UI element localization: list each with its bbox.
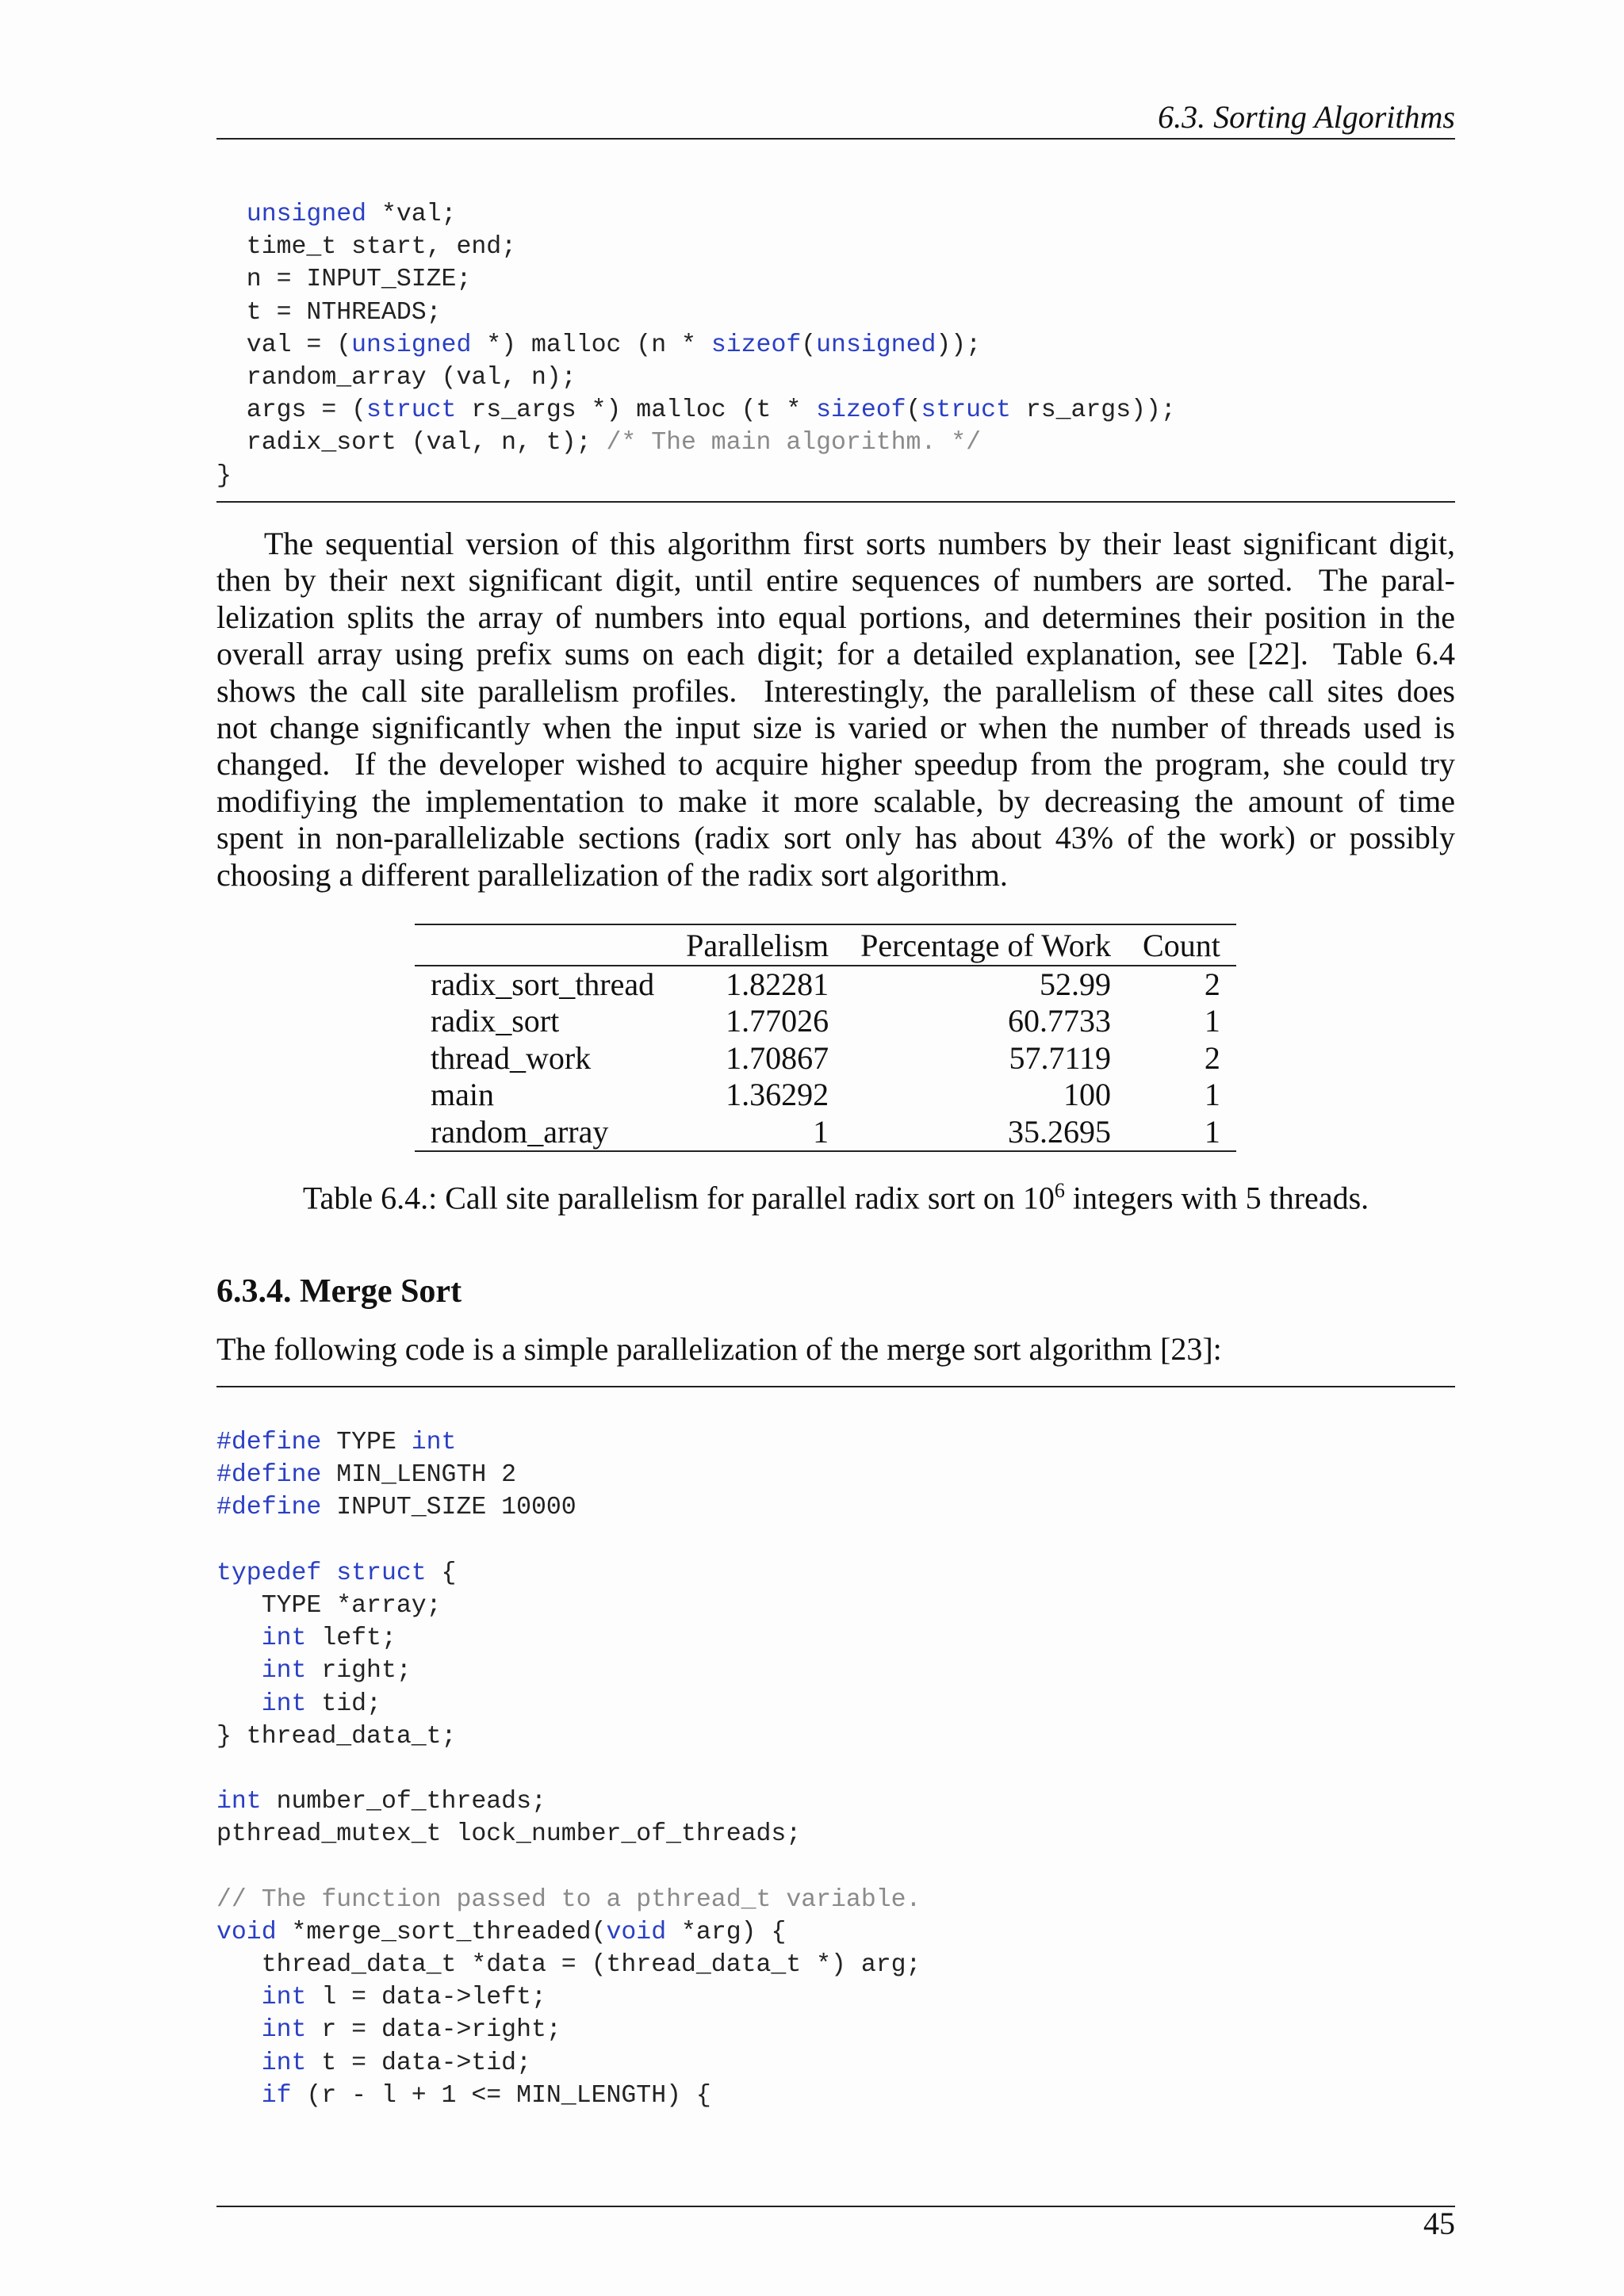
- paragraph-line: changed. If the developer wished to acquire higher speedup from the program, she could try: [216, 746, 1455, 783]
- function-name-cell: main: [431, 1077, 494, 1113]
- running-header: 6.3. Sorting Algorithms: [1158, 99, 1455, 135]
- code-text: random_array (val, n);: [216, 363, 576, 392]
- table-row: [415, 1114, 1236, 1151]
- code-keyword: #define: [216, 1461, 322, 1490]
- code-text: pthread_mutex_t lock_number_of_threads;: [216, 1820, 802, 1849]
- function-name-cell: radix_sort_thread: [431, 966, 655, 1002]
- code-text: val = (: [216, 331, 352, 359]
- code-keyword: struct: [366, 396, 457, 425]
- paragraph-line: then by their next significant digit, until entire sequences of numbers are sorted. The paral-: [216, 562, 1455, 599]
- code-text: rs_args *) malloc (t *: [456, 396, 817, 425]
- code-listing-radix-sort-main: [216, 198, 1455, 492]
- code-text: [216, 1657, 262, 1685]
- code-line: [216, 329, 1455, 362]
- code-text: [216, 201, 247, 228]
- table-cell: 1: [1204, 1003, 1220, 1039]
- paragraph-line: modifiying the implementation to make it more scalable, by decreasing the amount of time: [216, 783, 1455, 819]
- table-caption: [216, 1179, 1455, 1216]
- code-text: radix_sort (val, n, t);: [216, 429, 607, 457]
- code-line: [216, 263, 1455, 296]
- paragraph-line: lelization splits the array of numbers into equal portions, and determines their position in the: [216, 599, 1455, 635]
- table-cell: 1: [1204, 1077, 1220, 1113]
- table-cell: 1: [813, 1113, 829, 1150]
- code-keyword: int: [411, 1429, 457, 1456]
- code-keyword: unsigned: [351, 331, 472, 359]
- code-keyword: struct: [921, 396, 1011, 425]
- code-line: [216, 1590, 1455, 1622]
- code-line: [216, 1459, 1455, 1491]
- table-cell: 1.36292: [726, 1077, 829, 1113]
- code-line: [216, 394, 1455, 427]
- code-line: [216, 1655, 1455, 1687]
- page-number: 45: [1423, 2206, 1455, 2241]
- code-keyword: int: [216, 1788, 262, 1816]
- paragraph-line: overall array using prefix sums on each digit; for a detailed explanation, see [22]. Table 6.4: [216, 636, 1455, 672]
- paragraph-line: spent in non-parallelizable sections (radix sort only has about 43% of the work) or possibly: [216, 820, 1455, 856]
- code-keyword: unsigned: [246, 201, 367, 228]
- function-name-cell: random_array: [431, 1113, 609, 1150]
- code-text: r = data->right;: [306, 2016, 561, 2045]
- code-line: [216, 1818, 1455, 1850]
- code-line: [216, 427, 1455, 459]
- code-keyword: if: [261, 2081, 292, 2110]
- function-name-cell: thread_work: [431, 1039, 592, 1076]
- code-keyword: void: [606, 1918, 667, 1946]
- code-line: [216, 1622, 1455, 1655]
- table-row: [415, 966, 1236, 1003]
- code-line: [216, 1557, 1455, 1590]
- code-keyword: #define: [216, 1429, 322, 1456]
- code-comment: // The function passed to a pthread_t variable.: [216, 1885, 921, 1914]
- table-cell: 52.99: [1040, 966, 1112, 1002]
- table-header-cell: Percentage of Work: [845, 924, 1127, 966]
- code-text: rs_args));: [1010, 396, 1176, 425]
- code-text: time_t start, end;: [216, 233, 517, 262]
- section-heading: 6.3.4. Merge Sort: [216, 1273, 462, 1310]
- table-cell: 1.77026: [726, 1003, 829, 1039]
- code-line: [216, 2080, 1455, 2112]
- code-text: MIN_LENGTH 2: [321, 1461, 517, 1490]
- code-text: TYPE *array;: [216, 1591, 442, 1620]
- paragraph-line: choosing a different parallelization of the radix sort algorithm.: [216, 856, 1008, 893]
- parallelism-table: [415, 924, 1236, 1152]
- code-line: [216, 1850, 1455, 1883]
- code-text: (: [906, 396, 921, 425]
- code-top-rule: [216, 1386, 1455, 1387]
- code-keyword: typedef: [216, 1559, 322, 1587]
- document-page: [216, 0, 1455, 2296]
- code-text: l = data->left;: [306, 1984, 546, 2012]
- code-line: [216, 1753, 1455, 1785]
- function-name-cell: radix_sort: [431, 1003, 560, 1039]
- code-line: [216, 1785, 1455, 1818]
- code-text: (: [801, 331, 817, 359]
- footer-rule: [216, 2206, 1455, 2207]
- table-cell: 1: [1204, 1113, 1220, 1150]
- paragraph-line: The sequential version of this algorithm first sorts numbers by their least significant digit,: [216, 526, 1455, 561]
- code-keyword: void: [216, 1918, 277, 1946]
- code-text: [216, 1690, 262, 1718]
- table-row: [415, 1003, 1236, 1039]
- code-text: [216, 2049, 262, 2077]
- code-text: TYPE: [321, 1429, 412, 1456]
- code-text: *arg) {: [666, 1918, 787, 1946]
- code-keyword: sizeof: [816, 396, 906, 425]
- code-text: *merge_sort_threaded(: [276, 1918, 607, 1946]
- code-text: n = INPUT_SIZE;: [216, 266, 472, 294]
- table-cell: 1.82281: [726, 966, 829, 1002]
- code-line: [216, 1981, 1455, 2014]
- code-line: [216, 1916, 1455, 1949]
- table-cell: 1.70867: [726, 1039, 829, 1076]
- code-text: INPUT_SIZE 10000: [321, 1494, 576, 1522]
- code-line: [216, 231, 1455, 263]
- code-text: thread_data_t *data = (thread_data_t *) arg;: [216, 1951, 921, 1979]
- code-text: [321, 1559, 336, 1587]
- code-bottom-rule: [216, 501, 1455, 503]
- table-header-cell: Parallelism: [670, 924, 845, 966]
- code-line: [216, 1688, 1455, 1720]
- caption-text-end: integers with 5 threads.: [1064, 1180, 1369, 1216]
- table-row: [415, 1077, 1236, 1113]
- code-keyword: int: [261, 2049, 307, 2077]
- code-line: [216, 460, 1455, 492]
- code-keyword: int: [261, 2016, 307, 2045]
- code-listing-merge-sort: [216, 1426, 1455, 2112]
- table-cell: 2: [1204, 966, 1220, 1002]
- code-text: *) malloc (n *: [471, 331, 711, 359]
- code-line: [216, 1491, 1455, 1524]
- code-line: [216, 2047, 1455, 2080]
- code-line: [216, 1949, 1455, 1981]
- code-line: [216, 297, 1455, 329]
- table-header-cell: [415, 924, 670, 966]
- table-row: [415, 1040, 1236, 1077]
- code-text: *val;: [366, 201, 457, 228]
- header-rule: [216, 138, 1455, 140]
- code-line: [216, 198, 1455, 231]
- table-header-row: [415, 924, 1236, 966]
- code-keyword: int: [261, 1624, 307, 1653]
- code-line: [216, 2014, 1455, 2046]
- body-paragraph: [216, 526, 1455, 894]
- code-comment: /* The main algorithm. */: [606, 429, 982, 457]
- code-text: (r - l + 1 <= MIN_LENGTH) {: [291, 2081, 711, 2110]
- code-line: [216, 362, 1455, 394]
- code-keyword: struct: [336, 1559, 427, 1587]
- code-text: left;: [306, 1624, 396, 1653]
- paragraph-line: shows the call site parallelism profiles. Interestingly, the parallelism of these call sites does: [216, 672, 1455, 709]
- code-keyword: sizeof: [710, 331, 802, 359]
- code-keyword: int: [261, 1984, 307, 2012]
- table-cell: 57.7119: [1009, 1039, 1112, 1076]
- code-keyword: #define: [216, 1494, 322, 1522]
- code-text: t = data->tid;: [306, 2049, 531, 2077]
- code-keyword: int: [261, 1689, 307, 1718]
- code-line: [216, 1720, 1455, 1753]
- code-text: number_of_threads;: [261, 1788, 546, 1816]
- table-cell: 60.7733: [1008, 1003, 1112, 1039]
- code-line: [216, 1426, 1455, 1459]
- code-text: }: [216, 461, 232, 490]
- code-text: } thread_data_t;: [216, 1722, 457, 1751]
- code-text: tid;: [306, 1689, 381, 1718]
- table-header-cell: Count: [1127, 924, 1236, 966]
- table-cell: 2: [1204, 1039, 1220, 1076]
- code-text: [216, 1984, 262, 2011]
- caption-exponent: 6: [1054, 1179, 1065, 1202]
- code-line: [216, 1884, 1455, 1916]
- table-cell: 35.2695: [1008, 1113, 1112, 1150]
- code-text: [216, 2082, 262, 2110]
- code-text: {: [426, 1559, 457, 1587]
- code-keyword: int: [261, 1657, 307, 1686]
- code-text: [216, 1624, 262, 1652]
- code-text: right;: [306, 1657, 412, 1686]
- code-text: ));: [936, 331, 982, 359]
- code-text: [216, 2016, 262, 2044]
- table-cell: 100: [1063, 1077, 1112, 1113]
- code-line: [216, 1525, 1455, 1557]
- code-text: args = (: [216, 396, 367, 425]
- code-text: t = NTHREADS;: [216, 298, 442, 327]
- paragraph-line: not change significantly when the input size is varied or when the number of threads used is: [216, 709, 1455, 745]
- intro-text: The following code is a simple parallelization of the merge sort algorithm [23]:: [216, 1331, 1222, 1367]
- caption-text: Table 6.4.: Call site parallelism for parallel radix sort on 10: [302, 1180, 1055, 1216]
- code-keyword: unsigned: [816, 331, 936, 359]
